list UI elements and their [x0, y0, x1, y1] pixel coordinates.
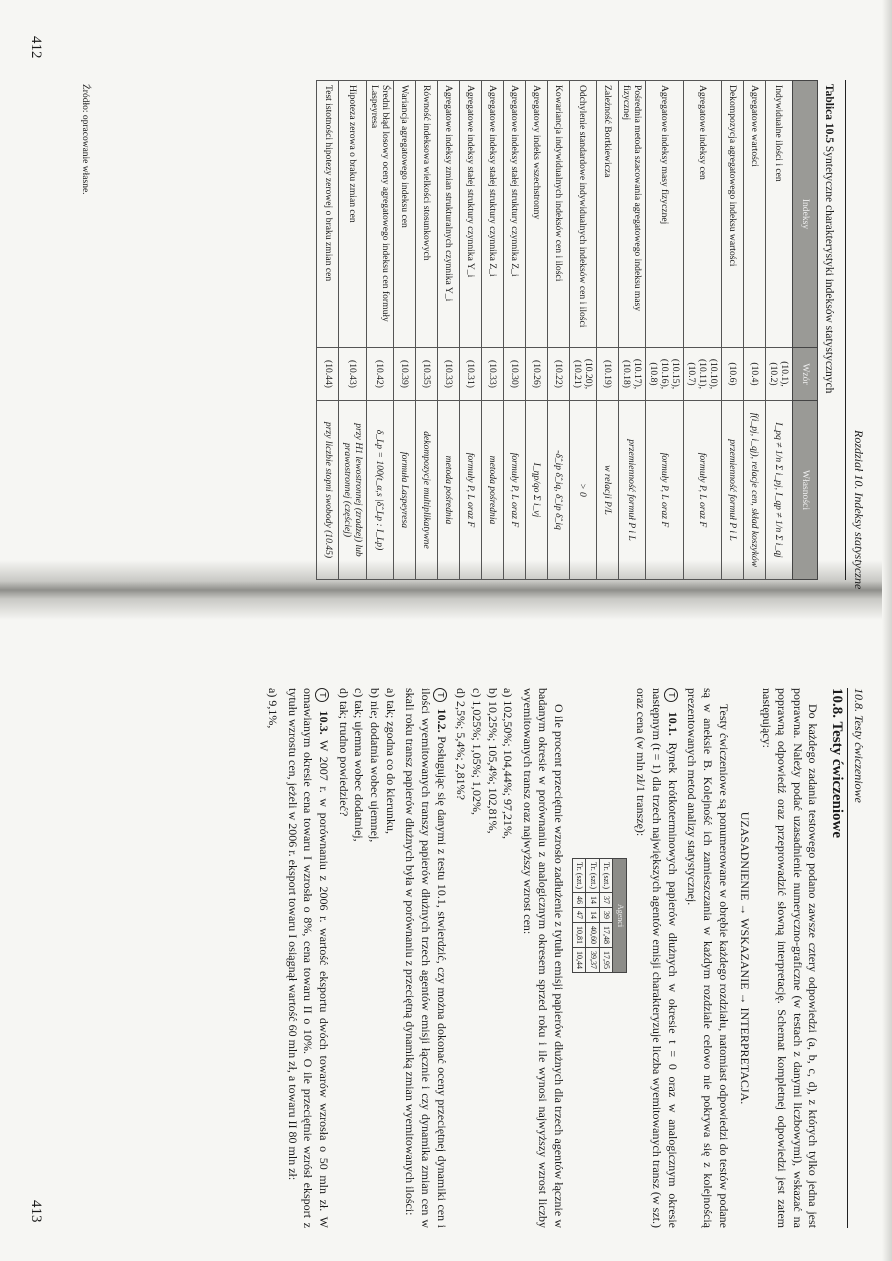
agents-label: Agenci	[613, 859, 626, 973]
agents-table	[572, 858, 627, 973]
table-row	[339, 81, 366, 580]
left-page-number: 412	[28, 36, 44, 59]
right-running-head: 10.8. Testy ćwiczeniowe	[852, 688, 866, 803]
row-properties: metoda pośrednia	[481, 401, 503, 580]
test-text: Rynek krótkoterminowych papierów dłużnych w okresie t = 0 oraz w analogicznym okresie następnym (t = 1) dla trzech największych agentów emisji charakteryzuje liczba wyemitowanych transz (w szt.) oraz cena (w mln zł/1 transzę):	[634, 688, 680, 1229]
answer-option: c) 1,025%; 1,05%; 1,02%,	[470, 688, 485, 815]
table-row	[459, 81, 481, 580]
row-index-name: Agregatowe indeksy stałej struktury czynnika Z_i	[481, 81, 503, 348]
agents-cell: 47	[573, 908, 586, 923]
answer-option: b) 10,25%; 105,4%; 102,81%,	[485, 688, 500, 834]
row-properties: przemienność formuł P i L	[721, 401, 743, 580]
top-rule	[845, 80, 846, 580]
row-index-name: Test istotności hipotezy zerowej o braku zmian cen	[317, 81, 339, 348]
answer-option: c) tak; ujemna wobec dodatniej,	[352, 688, 367, 842]
agents-cell: 39	[599, 908, 612, 923]
row-formula: (10.26)	[525, 348, 547, 401]
answer-option: b) nie; dodatnia wobec ujemnej,	[368, 688, 383, 843]
row-properties: przemienność formuł P i L	[618, 401, 645, 580]
row-formula: (10.15), (10.16), (10.8)	[645, 348, 683, 401]
table-row	[393, 81, 415, 580]
table-row	[569, 81, 596, 580]
table-row	[366, 81, 393, 580]
row-formula: (10.10), (10.11), (10.7)	[683, 348, 721, 401]
row-index-name: Agregatowe indeksy masy fizycznej	[645, 81, 683, 348]
row-properties: przy liczbie stopni swobody (10.45)	[317, 401, 339, 580]
agents-row	[573, 859, 586, 973]
table-row	[415, 81, 437, 580]
row-properties: formuły P, L oraz F	[459, 401, 481, 580]
row-formula: (10.39)	[393, 348, 415, 401]
header-wzor: Wzór	[793, 348, 818, 401]
table-row	[645, 81, 683, 580]
row-properties: przy H1 lewostronnej (zradzej) lub prawostronnej (częściej)	[339, 401, 366, 580]
row-index-name: Wariancja agregatowego indeksu cen	[393, 81, 415, 348]
row-index-name: Agregatowe indeksy stałej struktury czynnika Z_i	[503, 81, 525, 348]
agents-cell: Tr. (szt.)	[586, 859, 599, 893]
row-formula: (10.20), (10.21)	[569, 348, 596, 401]
right-top-rule	[847, 688, 848, 1228]
row-index-name: Średni błąd losowy oceny agregatowego indeksu cen formuły Laspeyresa	[366, 81, 393, 348]
row-properties: > 0	[569, 401, 596, 580]
agents-cell: 17,95	[599, 948, 612, 973]
table-row	[596, 81, 618, 580]
header-wlasnosci: Własności	[793, 401, 818, 580]
agents-cell: 37	[599, 893, 612, 908]
agents-cell: Tr. (szt.)	[599, 859, 612, 893]
answer-option: d) tak; trudno powiedzieć?	[336, 688, 351, 817]
row-formula: (10.42)	[366, 348, 393, 401]
row-index-name: Agregatowy indeks wszechstronny	[525, 81, 547, 348]
row-formula: (10.30)	[503, 348, 525, 401]
row-properties: δ_Lp = 100(t_α,s |δ̂_Lp : I_Lp)	[366, 401, 393, 580]
test-text: Posługując się danymi z testu 10.1, stwierdzić, czy można dokonać oceny przeciętnej dynamiki cen i ilości wyemitowanych transzy papierów dłużnych trzech agentów emisji łącznie i czy dynamika zmian cen w skali roku transz papierów dłużnych była w porównaniu z przeciętną dynamiką zmian wyemitowanych ilości:	[403, 688, 449, 1229]
table-row	[503, 81, 525, 580]
row-formula: (10.1), (10.2)	[765, 348, 792, 401]
row-formula: (10.17), (10.18)	[618, 348, 645, 401]
row-formula: (10.33)	[481, 348, 503, 401]
test-10-2	[402, 688, 449, 1228]
row-index-name: Dekompozycja agregatowego indeksu wartości	[721, 81, 743, 348]
synthesis-table	[317, 80, 819, 580]
test-number: 10.2.	[434, 708, 449, 733]
table-row	[525, 81, 547, 580]
row-formula: (10.43)	[339, 348, 366, 401]
agents-cell: 14	[586, 893, 599, 908]
section-title: 10.8. Testy ćwiczeniowe	[829, 688, 845, 838]
agents-cell: 17,48	[599, 923, 612, 948]
intro-paragraph-1: Do każdego zadania testowego podano zawsze cztery odpowiedzi (a, b, c, d), z których tylko jedna jest poprawna. Należy podać uzasadnienie numeryczno-graficzne (w testach z danymi liczbowymi), wskazać na poprawną odpowiedź oraz przeprowadzić słowną interpretację. Schemat kompletnej odpowiedzi jest zatem następujący:	[759, 688, 821, 1228]
table-row	[317, 81, 339, 580]
row-index-name: Odchylenie standardowe indywidualnych indeksów cen i ilości	[569, 81, 596, 348]
row-properties: I_pq ≠ 1/n Σ i_pj, I_qp ≠ 1/n Σ i_qj	[765, 401, 792, 580]
row-formula: (10.35)	[415, 348, 437, 401]
test-10-2-answers	[335, 688, 397, 1228]
exercise-text	[265, 688, 847, 1228]
answer-option: a) 102,50%; 104,44%; 97,21%,	[501, 688, 516, 839]
row-formula: (10.19)	[596, 348, 618, 401]
agents-cell: 39,37	[586, 948, 599, 973]
row-formula: (10.6)	[721, 348, 743, 401]
left-running-head: Rozdział 10. Indeksy statystyczne	[852, 430, 866, 590]
table-row	[618, 81, 645, 580]
table-row	[721, 81, 743, 580]
row-index-name: Indywidualne ilości i cen	[765, 81, 792, 348]
row-properties: I_ηp/qo Σ i_vj	[525, 401, 547, 580]
caption-text: Syntetyczne charakterystyki indeksów statystycznych	[823, 145, 835, 394]
test-10-3-answers	[265, 688, 281, 1228]
test-icon: T	[664, 688, 678, 702]
table-caption	[823, 84, 835, 393]
answer-option: d) 2,5%; 5,4%; 2,81%?	[454, 688, 469, 800]
table-row	[547, 81, 569, 580]
agents-body	[573, 859, 613, 973]
source-note: Źródło: opracowanie własne.	[80, 84, 90, 195]
row-properties: metoda pośrednia	[437, 401, 459, 580]
table-row	[743, 81, 765, 580]
row-index-name: Hipoteza zerowa o braku zmian cen	[339, 81, 366, 348]
caption-label: Tablica 10.5	[823, 84, 835, 144]
test-10-1	[633, 688, 680, 1228]
row-properties: formuły P, L oraz F	[503, 401, 525, 580]
agents-row	[586, 859, 599, 973]
test-icon: T	[433, 688, 447, 702]
row-properties: -δ̂_ip δ̂_iq, δ̂_ip δ̂_iq	[547, 401, 569, 580]
table-row	[481, 81, 503, 580]
test-10-1-answers	[453, 688, 515, 1228]
row-index-name: Agregatowe indeksy stałej struktury czynnika Y_i	[459, 81, 481, 348]
test-number: 10.1.	[665, 711, 680, 736]
row-index-name: Agregatowe indeksy zmian strukturalnych czynnika Y_i	[437, 81, 459, 348]
row-properties: f(i_pj, i_qj), relacje cen, skład koszyków	[743, 401, 765, 580]
test-text: W 2007 r. w porównaniu z 2006 r. wartość eksportu dwóch towarów wzrosła o 50 mln zł. W omawianym okresie cena towaru I wzrosła o 8%, cena towaru II o 10%. O ile przeciętnie wzrósł eksport z tytułu wzrostu cen, jeżeli w 2006 r. eksport towaru I osiągnął wartość 60 mln zł, a towaru II 80 mln zł:	[285, 688, 332, 1228]
agents-cell: 46	[573, 893, 586, 908]
answer-option: a) tak; zgodna co do kierunku,	[383, 688, 398, 834]
row-formula: (10.31)	[459, 348, 481, 401]
row-properties: w relacji P/L	[596, 401, 618, 580]
row-index-name: Agregatowe wartości	[743, 81, 765, 348]
agents-cell: 10,81	[573, 923, 586, 948]
table-body	[317, 81, 793, 580]
agents-cell: 40,60	[586, 923, 599, 948]
left-page	[0, 0, 892, 600]
agents-cell: 10,44	[573, 948, 586, 973]
intro-paragraph-2: Testy ćwiczeniowe są ponumerowane w obrębie każdego rozdziału, natomiast odpowiedzi do testów podane są w aneksie B. Kolejność ich zamieszczania w każdym rozdziale celowo nie pokrywa się z kolejnością prezentowanych metod analizy statystycznej.	[685, 688, 731, 1228]
header-indeksy: Indeksy	[793, 81, 818, 348]
row-properties: formuły P, L oraz F	[645, 401, 683, 580]
test-10-3	[284, 688, 331, 1228]
row-index-name: Kowariancja indywidualnych indeksów cen i ilości	[547, 81, 569, 348]
right-page-number: 413	[28, 1200, 44, 1223]
test-icon: T	[315, 688, 329, 702]
agents-cell: 14	[586, 908, 599, 923]
row-index-name: Agregatowe indeksy cen	[683, 81, 721, 348]
test-number: 10.3.	[317, 710, 332, 735]
answer-option: a) 9,1%,	[266, 688, 281, 729]
agents-cell: Tr. (szt.)	[573, 859, 586, 893]
table-row	[683, 81, 721, 580]
row-properties: formuły P, L oraz F	[683, 401, 721, 580]
row-formula: (10.4)	[743, 348, 765, 401]
answer-scheme: UZASADNIENIE → WSKAZANIE → INTERPRETACJA.	[738, 811, 753, 1105]
row-formula: (10.44)	[317, 348, 339, 401]
test-10-1-question: O ile procent przeciętnie wzrosło zadłużenie z tytułu emisji papierów dłużnych dla trzech agentów łącznie w badanym okresie w porównaniu z analogicznym okresem sprzed roku i ile wynosi najwyższy wzrost liczby wyemitowanych transz oraz najwyższy wzrost cen:	[520, 688, 566, 1228]
agents-row	[599, 859, 612, 973]
row-index-name: Zależność Bortkiewicza	[596, 81, 618, 348]
row-index-name: Równość indeksowa wielkości stosunkowych	[415, 81, 437, 348]
row-properties: dekompozycje multiplikatywne	[415, 401, 437, 580]
row-properties: formuła Laspeyresa	[393, 401, 415, 580]
row-formula: (10.33)	[437, 348, 459, 401]
table-row	[765, 81, 792, 580]
row-formula: (10.22)	[547, 348, 569, 401]
row-index-name: Pośrednia metoda szacowania agregatowego indeksu masy fizycznej	[618, 81, 645, 348]
right-page	[0, 640, 892, 1261]
table-header-row	[793, 81, 818, 580]
table-row	[437, 81, 459, 580]
